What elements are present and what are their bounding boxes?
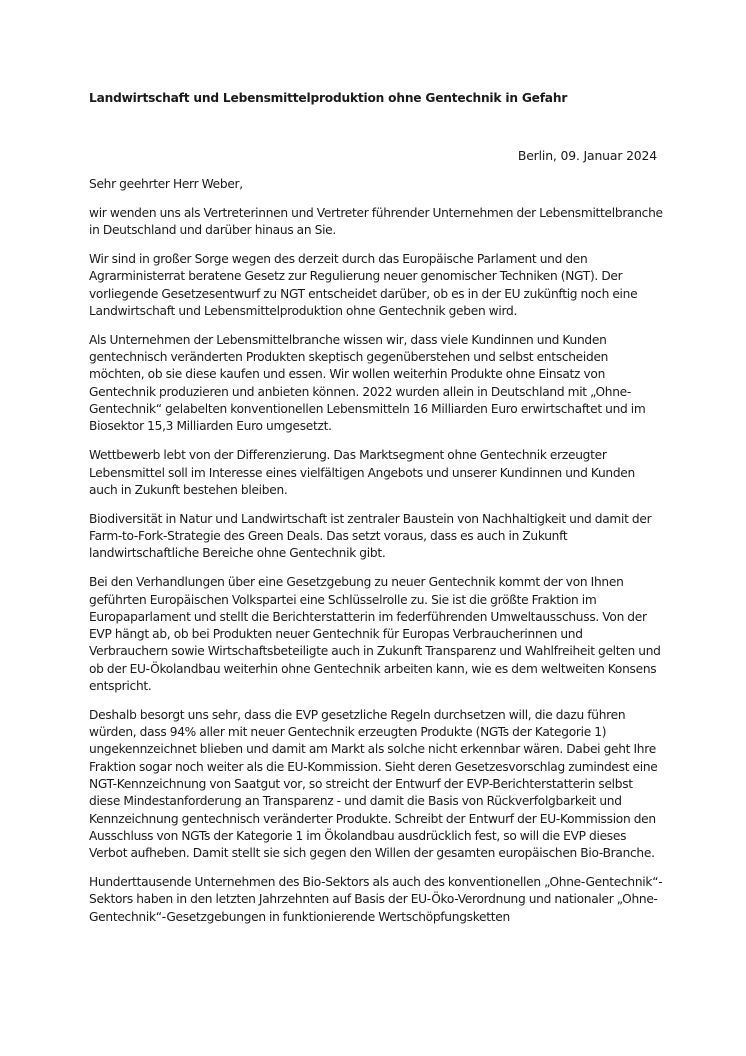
paragraph: Deshalb besorgt uns sehr, dass die EVP gesetzliche Regeln durchsetzen will, die dazu führen würden, dass 94% aller mit neuer Gentechnik erzeugten Produkte (NGTs der Kategorie 1) ungekennzeichnet blieben und damit am Markt als solche nicht erkennbar wären. Dabei geht Ihre Fraktion sogar noch weiter als die EU-Kommission. Sieht deren Gesetzesvorschlag zumindest eine NGT-Kennzeichnung von Saatgut vor, so streicht der Entwurf der EVP-Berichterstatterin selbst diese Mindestanforderung an Transparenz - und damit die Basis von Rückverfolgbarkeit und Kennzeichnung gentechnisch veränderter Produkte. Schreibt der Entwurf der EU-Kommission den Ausschluss von NGTs der Kategorie 1 im Ökolandbau ausdrücklich fest, so will die EVP dieses Verbot aufheben. Damit stellt sie sich gegen den Willen der gesamten europäischen Bio-Branche. — [89, 707, 658, 861]
letter-body — [89, 176, 664, 938]
paragraph: Bei den Verhandlungen über eine Gesetzgebung zu neuer Gentechnik kommt der von Ihnen geführten Europäischen Volkspartei eine Schlüsselrolle zu. Sie ist die größte Fraktion im Europaparlament und stellt die Berichterstatterin im federführenden Umweltausschuss. Von der EVP hängt ab, ob bei Produkten neuer Gentechnik für Europas Verbraucherinnen und Verbrauchern sowie Wirtschaftsbeteiligte auch in Zukunft Transparenz und Wahlfreiheit gelten und ob der EU-Ökolandbau weiterhin ohne Gentechnik arbeiten kann, wie es dem weltweiten Konsens entspricht. — [89, 575, 661, 693]
paragraph: Biodiversität in Natur und Landwirtschaft ist zentraler Baustein von Nachhaltigkeit und damit der Farm-to-Fork-Strategie des Green Deals. Das setzt voraus, dass es auch in Zukunft landwirtschaftliche Bereiche ohne Gentechnik gibt. — [89, 511, 652, 561]
paragraph: Hunderttausende Unternehmen des Bio-Sektors als auch des konventionellen „Ohne-Gentechnik“-Sektors haben in den letzten Jahrzehnten auf Basis der EU-Öko-Verordnung und nationaler „Ohne-Gentechnik“-Gesetzgebungen in funktionierende Wertschöpfungsketten — [89, 875, 663, 924]
paragraph: wir wenden uns als Vertreterinnen und Vertreter führender Unternehmen der Lebensmittelbranche in Deutschland und darüber hinaus an Sie. — [89, 205, 663, 238]
paragraph: Als Unternehmen der Lebensmittelbranche wissen wir, dass viele Kundinnen und Kunden gentechnisch veränderten Produkten skeptisch gegenüberstehen und selbst entscheiden möchten, ob sie diese kaufen und essen. Wir wollen weiterhin Produkte ohne Einsatz von Gentechnik produzieren und anbieten können. 2022 wurden allein in Deutschland mit „Ohne-Gentechnik“ gelabelten konventionellen Lebensmitteln 16 Milliarden Euro erwirtschaftet und im Biosektor 15,3 Milliarden Euro umgesetzt. — [89, 332, 646, 434]
paragraph: Wettbewerb lebt von der Differenzierung. Das Marktsegment ohne Gentechnik erzeugter Lebensmittel soll im Interesse eines vielfältigen Angebots und unserer Kundinnen und Kunden auch in Zukunft bestehen bleiben. — [89, 448, 635, 497]
paragraph: Wir sind in großer Sorge wegen des derzeit durch das Europäische Parlament und den Agrarministerrat beratene Gesetz zur Regulierung neuer genomischer Techniken (NGT). Der vorliegende Gesetzesentwurf zu NGT entscheidet darüber, ob es in der EU zukünftig noch eine Landwirtschaft und Lebensmittelproduktion ohne Gentechnik geben wird. — [89, 252, 638, 318]
salutation: Sehr geehrter Herr Weber, — [89, 177, 243, 191]
letter-date: Berlin, 09. Januar 2024 — [517, 148, 657, 163]
letter-title: Landwirtschaft und Lebensmittelproduktion ohne Gentechnik in Gefahr — [89, 91, 568, 105]
